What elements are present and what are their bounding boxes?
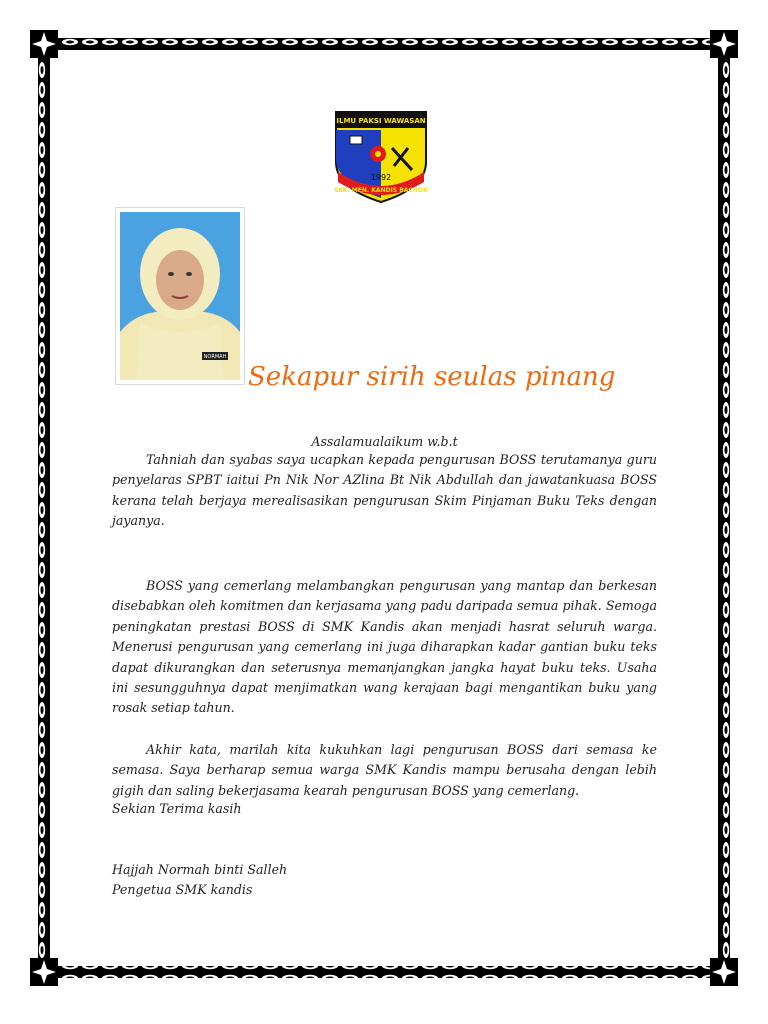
logo-school-name: SEK. MEN. KANDIS BACHOK [334,187,428,194]
paragraph-3: Akhir kata, marilah kita kukuhkan lagi pengurusan BOSS dari semasa ke semasa. Saya berharap semua warga SMK Kandis mampu berusaha dengan lebih gigih dan saling bekerjasama kearah pengurusan BOSS yang cemerlang. [112,742,657,798]
paragraph-1: Tahniah dan syabas saya ucapkan kepada pengurusan BOSS terutamanya guru penyelaras SPBT iaitui Pn Nik Nor AZlina Bt Nik Abdullah dan jawatankuasa BOSS kerana telah berjaya merealisasikan pengurusan Skim Pinjaman Buku Teks dengan jayanya. [112,452,657,529]
paragraph-2: BOSS yang cemerlang melambangkan pengurusan yang mantap dan berkesan disebabkan oleh komitmen dan kerjasama yang padu daripada semua pihak. Semoga peningkatan prestasi BOSS di SMK Kandis akan menjadi hasrat seluruh warga. Menerusi pengurusan yang cemerlang ini juga diharapkan kadar gantian buku teks dapat dikurangkan dan seterusnya memanjangkan jangka hayat buku teks. Usaha ini sesungguhnya dapat menjimatkan wang kerajaan bagi mengantikan buku yang rosak setiap tahun. [112,578,657,716]
signature-position: Pengetua SMK kandis [112,882,253,897]
name-tag: NORMAH [203,354,227,360]
greeting: Assalamualaikum w.b.t [311,434,458,449]
logo-motto: ILMU PAKSI WAWASAN [336,117,426,125]
page-title: Sekapur sirih seulas pinang [248,362,616,392]
principal-photo [115,207,245,385]
portrait-icon [120,212,240,380]
school-crest-logo [330,108,432,204]
logo-year: 1992 [370,173,392,182]
signature-name: Hajjah Normah binti Salleh [112,862,288,877]
closing-text: Sekian Terima kasih [112,801,242,816]
